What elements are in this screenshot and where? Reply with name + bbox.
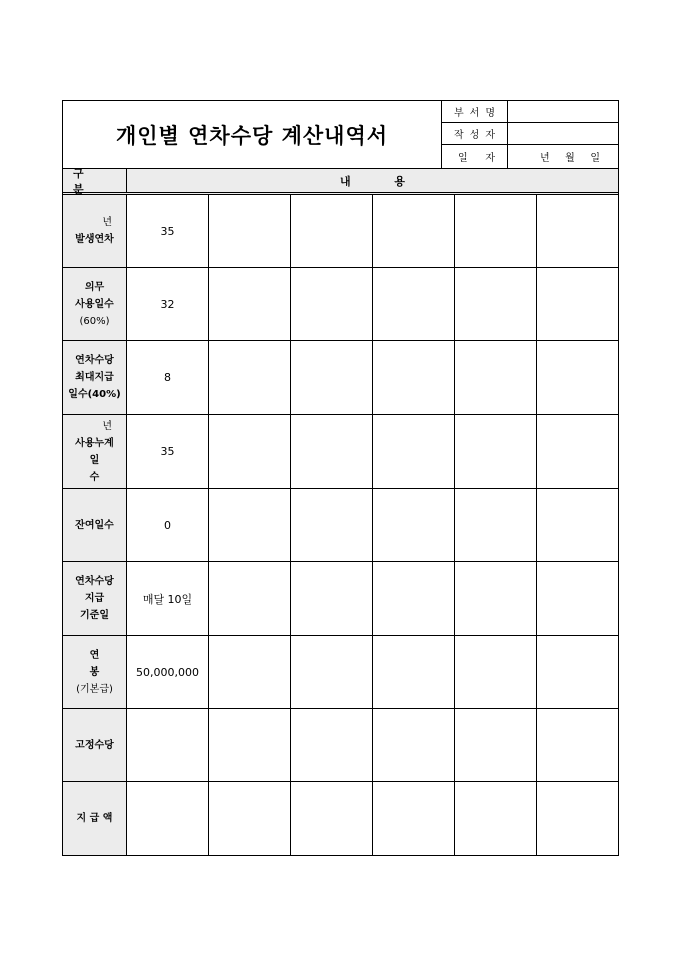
blank-cell[interactable] — [209, 489, 291, 561]
row-label — [63, 489, 127, 561]
value-cell[interactable]: 매달 10일 — [127, 562, 209, 635]
value-cell[interactable] — [127, 709, 209, 781]
blank-cell[interactable] — [455, 709, 537, 781]
blank-cell[interactable] — [209, 709, 291, 781]
table-row — [63, 709, 618, 782]
blank-cell[interactable] — [373, 709, 455, 781]
row-label-line: 기준일 — [80, 610, 109, 621]
date-label-1: 일 — [458, 153, 468, 164]
blank-cell[interactable] — [537, 341, 618, 414]
value-cell[interactable]: 0 — [127, 489, 209, 561]
row-label — [63, 636, 127, 708]
row-label-line: 고정수당 — [75, 739, 114, 751]
department-field[interactable] — [508, 101, 618, 122]
row-label — [63, 195, 127, 267]
row-label-line: 최대지급 — [75, 372, 114, 383]
table-row — [63, 782, 618, 855]
table-row — [63, 341, 618, 415]
blank-cell[interactable] — [537, 636, 618, 708]
blank-cell[interactable] — [455, 782, 537, 855]
content-header: 내 용 — [339, 174, 406, 188]
blank-cell[interactable] — [537, 268, 618, 340]
blank-cell[interactable] — [291, 709, 373, 781]
department-label: 부서명 — [442, 101, 508, 122]
row-label-line: 지 급 액 — [76, 813, 113, 824]
blank-cell[interactable] — [209, 636, 291, 708]
blank-cell[interactable] — [373, 341, 455, 414]
row-label-line: 년 — [102, 217, 112, 228]
row-label-line: 지급 — [84, 593, 105, 604]
value-cell[interactable]: 8 — [127, 341, 209, 414]
blank-cell[interactable] — [291, 415, 373, 488]
blank-cell[interactable] — [455, 415, 537, 488]
blank-cell[interactable] — [209, 268, 291, 340]
column-header — [63, 168, 618, 195]
table-row — [63, 415, 618, 489]
value-cell[interactable]: 32 — [127, 268, 209, 340]
value-cell[interactable]: 35 — [127, 415, 209, 488]
row-label-line: 년 — [102, 420, 112, 432]
date-label-2: 자 — [485, 153, 495, 164]
allowance-form — [62, 100, 619, 856]
date-year: 년 — [540, 153, 550, 164]
blank-cell[interactable] — [373, 195, 455, 267]
blank-cell[interactable] — [455, 636, 537, 708]
blank-cell[interactable] — [537, 709, 618, 781]
date-month: 월 — [565, 153, 575, 164]
row-label — [63, 268, 127, 340]
blank-cell[interactable] — [291, 782, 373, 855]
row-label — [63, 341, 127, 414]
blank-cell[interactable] — [373, 636, 455, 708]
blank-cell[interactable] — [373, 782, 455, 855]
blank-cell[interactable] — [291, 489, 373, 561]
row-label — [63, 709, 127, 781]
table-row — [63, 489, 618, 562]
table-row — [63, 636, 618, 709]
blank-cell[interactable] — [373, 562, 455, 635]
blank-cell[interactable] — [209, 562, 291, 635]
blank-cell[interactable] — [291, 195, 373, 267]
blank-cell[interactable] — [373, 268, 455, 340]
value-cell[interactable]: 35 — [127, 195, 209, 267]
blank-cell[interactable] — [291, 268, 373, 340]
date-label — [442, 145, 508, 168]
value-cell[interactable] — [127, 782, 209, 855]
row-label-line: 발생연차 — [75, 234, 114, 245]
table-row — [63, 195, 618, 268]
row-label-line: 연차수당 — [75, 576, 114, 587]
blank-cell[interactable] — [537, 782, 618, 855]
row-label-line: 일수(40%) — [68, 389, 121, 400]
blank-cell[interactable] — [373, 415, 455, 488]
table-row — [63, 268, 618, 341]
document-title: 개인별 연차수당 계산내역서 — [63, 101, 442, 168]
blank-cell[interactable] — [537, 415, 618, 488]
blank-cell[interactable] — [373, 489, 455, 561]
row-label-line: 사용일수 — [75, 298, 114, 310]
blank-cell[interactable] — [455, 341, 537, 414]
blank-cell[interactable] — [537, 562, 618, 635]
row-label — [63, 562, 127, 635]
table-row — [63, 562, 618, 636]
blank-cell[interactable] — [291, 341, 373, 414]
author-row — [442, 123, 618, 145]
row-label-line: 잔여일수 — [75, 519, 114, 531]
blank-cell[interactable] — [291, 636, 373, 708]
approval-info — [442, 101, 618, 168]
blank-cell[interactable] — [455, 268, 537, 340]
author-field[interactable] — [508, 123, 618, 144]
date-row — [442, 145, 618, 168]
blank-cell[interactable] — [537, 195, 618, 267]
data-grid — [63, 195, 618, 855]
row-label — [63, 782, 127, 855]
blank-cell[interactable] — [455, 562, 537, 635]
blank-cell[interactable] — [209, 341, 291, 414]
blank-cell[interactable] — [209, 415, 291, 488]
value-cell[interactable]: 50,000,000 — [127, 636, 209, 708]
author-label: 작성자 — [442, 123, 508, 144]
row-label-line: 연차수당 — [75, 355, 114, 366]
form-header — [63, 101, 618, 168]
blank-cell[interactable] — [455, 489, 537, 561]
row-label-line: 사용누계 — [75, 437, 114, 449]
blank-cell[interactable] — [209, 195, 291, 267]
row-label-line: (60%) — [79, 315, 110, 327]
blank-cell[interactable] — [209, 782, 291, 855]
blank-cell[interactable] — [455, 195, 537, 267]
date-day: 일 — [590, 153, 600, 164]
row-label-line: 의무 — [84, 281, 105, 293]
row-label — [63, 415, 127, 488]
department-row — [442, 101, 618, 123]
date-field[interactable] — [508, 145, 618, 168]
row-label-line: 일 수 — [89, 454, 114, 483]
blank-cell[interactable] — [291, 562, 373, 635]
row-label-line: 연 봉 — [89, 649, 114, 678]
blank-cell[interactable] — [537, 489, 618, 561]
category-header: 구 분 — [63, 169, 127, 192]
row-label-line: (기본급) — [76, 683, 113, 695]
